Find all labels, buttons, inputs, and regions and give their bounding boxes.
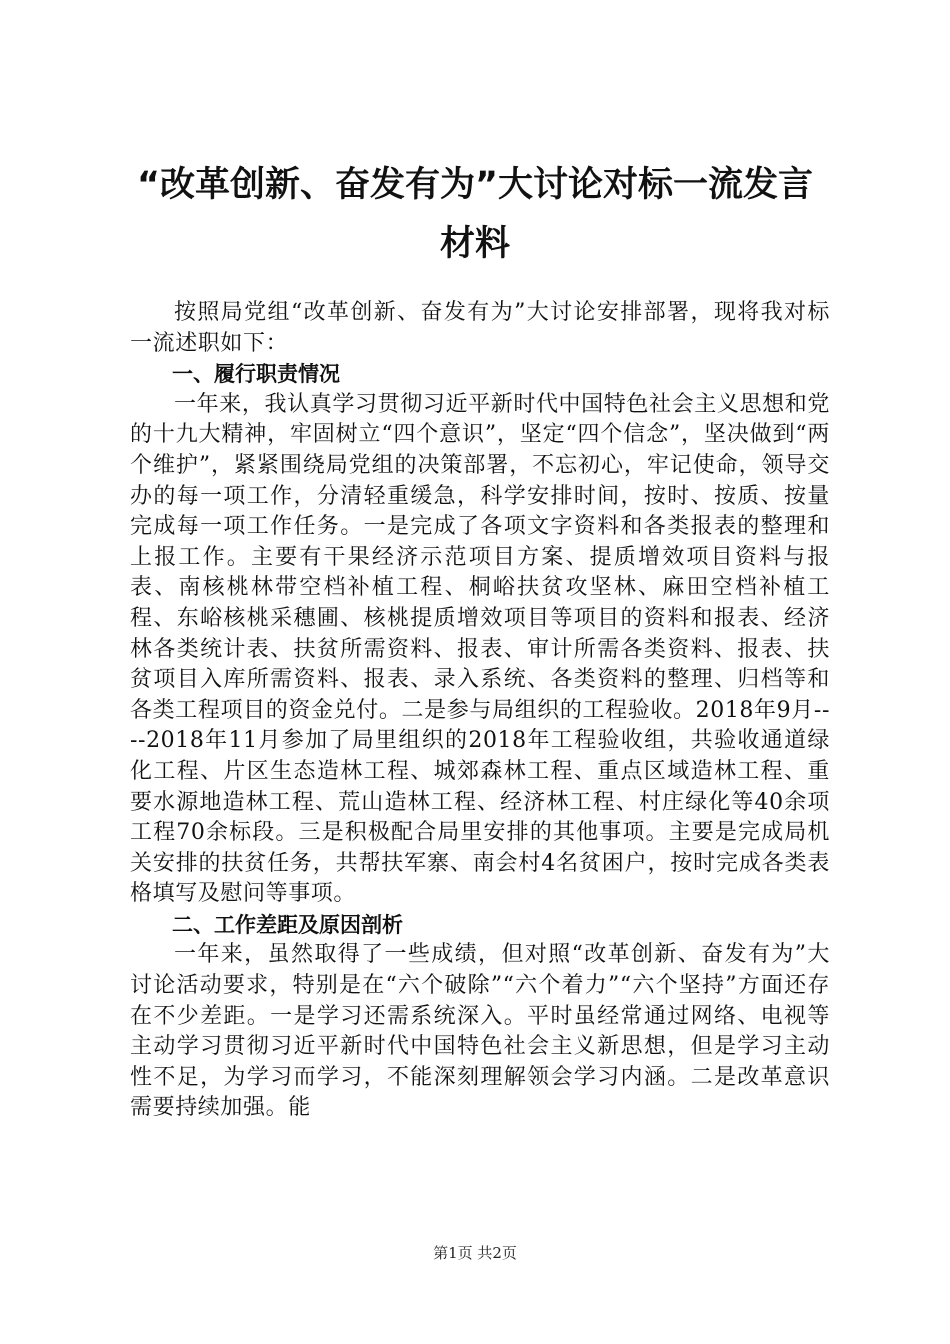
section-heading-2: 二、工作差距及原因剖析 <box>172 912 403 937</box>
section-heading-1: 一、履行职责情况 <box>172 362 340 387</box>
document-title-line-1: “改革创新、奋发有为”大讨论对标一流发言 <box>136 165 813 205</box>
page-footer: 第1页 共2页 <box>433 1244 517 1262</box>
section-2-paragraph: 一年来，虽然取得了一些成绩，但对照“改革创新、奋发有为”大讨论活动要求，特别是在“六个破除”“六个着力”“六个坚持”方面还存在不少差距。一是学习还需系统深入。平时虽经常通过网络、电视等主动学习贯彻习近平新时代中国特色社会主义新思想，但是学习主动性不足，为学习而学习，不能深刻理解领会学习内涵。二是改革意识需要持续加强。能 <box>130 942 830 1121</box>
document-body <box>130 298 830 1124</box>
section-1-paragraph: 一年来，我认真学习贯彻习近平新时代中国特色社会主义思想和党的十九大精神，牢固树立“四个意识”，坚定“四个信念”，坚决做到“两个维护”，紧紧围绕局党组的决策部署，不忘初心，牢记使命，领导交办的每一项工作，分清轻重缓急，科学安排时间，按时、按质、按量完成每一项工作任务。一是完成了各项文字资料和各类报表的整理和上报工作。主要有干果经济示范项目方案、提质增效项目资料与报表、南核桃林带空档补植工程、桐峪扶贫攻坚林、麻田空档补植工程、东峪核桃采穗圃、核桃提质增效项目等项目的资料和报表、经济林各类统计表、扶贫所需资料、报表、审计所需各类资料、报表、扶贫项目入库所需资料、报表、录入系统、各类资料的整理、归档等和各类工程项目的资金兑付。二是参与局组织的工程验收。2018年9月----2018年11月参加了局里组织的2018年工程验收组，共验收通道绿化工程、片区生态造林工程、城郊森林工程、重点区域造林工程、重要水源地造林工程、荒山造林工程、经济林工程、村庄绿化等40余项工程70余标段。三是积极配合局里安排的其他事项。主要是完成局机关安排的扶贫任务，共帮扶军寨、南会村4名贫困户，按时完成各类表格填写及慰问等事项。 <box>130 391 830 907</box>
intro-paragraph: 按照局党组“改革创新、奋发有为”大讨论安排部署，现将我对标一流述职如下： <box>130 300 830 356</box>
document-title-line-2: 材料 <box>439 224 510 264</box>
